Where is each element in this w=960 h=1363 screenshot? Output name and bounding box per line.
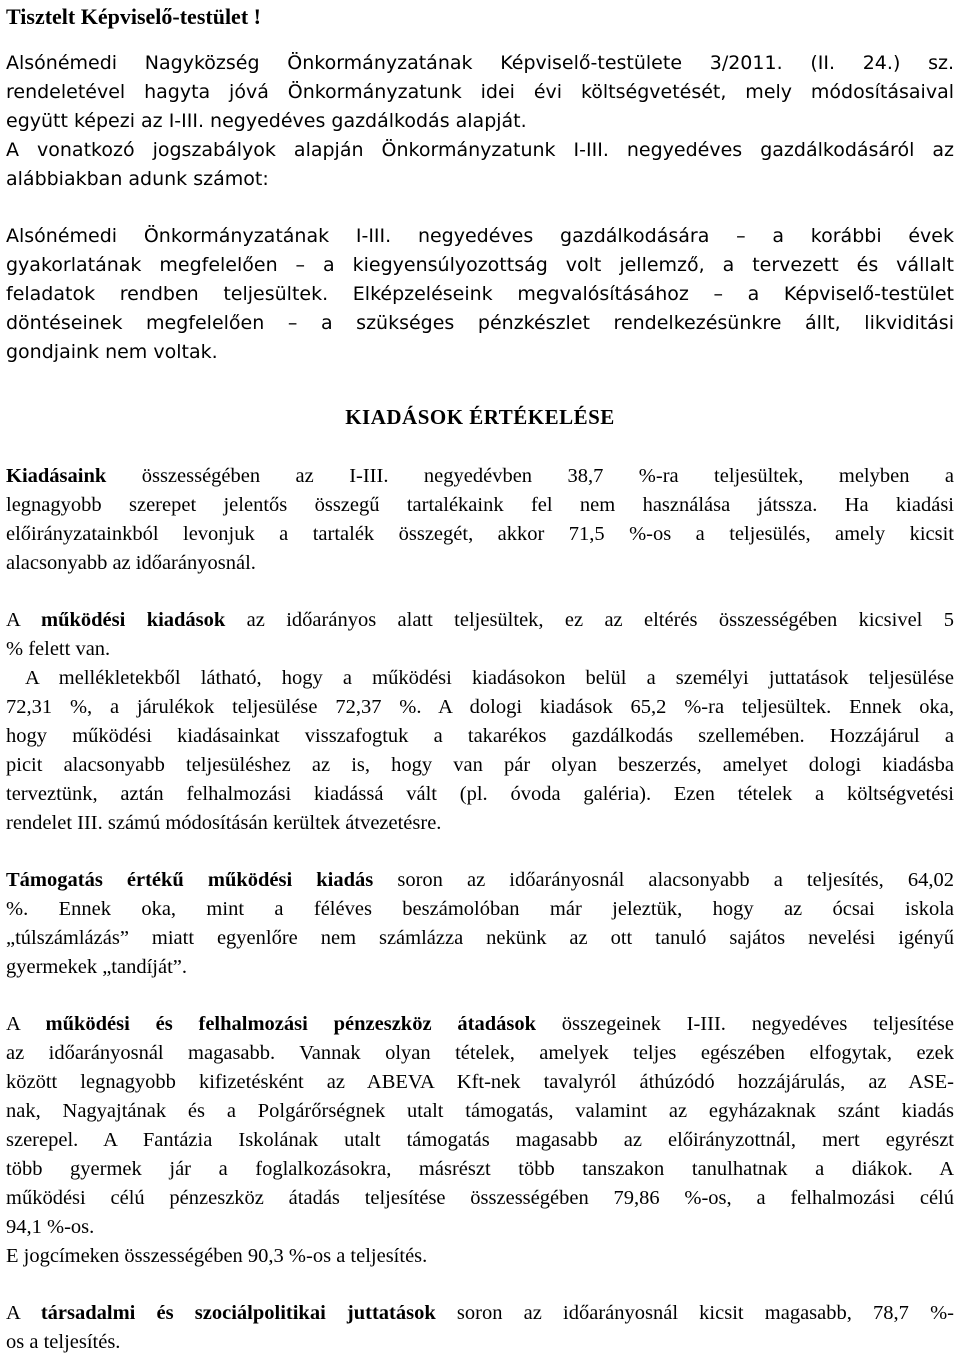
paragraph-line: gyermekek „tandíját”. — [6, 956, 187, 978]
paragraph-line: „túlszámlázás” miatt egyenlőre nem számlázza nekünk az ott tanuló sajátos nevelési igényű — [6, 927, 954, 949]
summary-line: feladatok rendben teljesültek. Elképzeléseink megvalósításához – a Képviselő-testület — [6, 283, 954, 305]
bold-term: társadalmi és szociálpolitikai juttatások — [40, 1302, 436, 1324]
intro-line: együtt képezi az I-III. negyedéves gazdálkodás alapját. — [6, 110, 527, 132]
paragraph-line: %. Ennek oka, mint a féléves beszámolóban már jeleztük, hogy az ócsai iskola — [6, 898, 954, 920]
text-span: összességében az I-III. negyedévben 38,7 %-ra teljesültek, melyben a — [106, 465, 954, 487]
bold-term: Kiadásaink — [6, 465, 107, 487]
paragraph-line: szerepel. A Fantázia Iskolának utalt támogatás magasabb az előirányzottnál, mert egyrészt — [6, 1129, 954, 1151]
intro-line: Alsónémedi Nagyközség Önkormányzatának Képviselő-testülete 3/2011. (II. 24.) sz. — [6, 52, 954, 74]
summary-line: gyakorlatának megfelelően – a kiegyensúlyozottság volt jellemző, a tervezett és vállalt — [6, 254, 954, 276]
paragraph-line: között legnagyobb kifizetésként az ABEVA Kft-nek tavalyról áthúzódó hozzájárulás, az ASE- — [6, 1071, 954, 1093]
paragraph-line — [6, 1299, 954, 1328]
paragraph-line: terveztünk, aztán felhalmozási kiadássá vált (pl. óvoda galéria). Ezen tételek a költségvetési — [6, 783, 954, 805]
paragraph-line: 72,31 %, a járulékok teljesülése 72,37 %. A dologi kiadások 65,2 %-ra teljesültek. Ennek oka, — [6, 696, 954, 718]
paragraph-line: az időarányosnál magasabb. Vannak olyan tételek, amelyek teljes egészében elfogytak, ezek — [6, 1042, 954, 1064]
paragraph-line — [6, 606, 954, 635]
bold-term: működési kiadások — [41, 609, 226, 631]
text-span: A — [6, 1013, 46, 1035]
text-span: soron az időarányosnál alacsonyabb a teljesítés, 64,02 — [373, 869, 954, 891]
text-span: összegeinek I-III. negyedéves teljesítése — [535, 1013, 954, 1035]
paragraph-line: rendelet III. számú módosításán kerültek átvezetésre. — [6, 812, 442, 834]
bold-term: Támogatás értékű működési kiadás — [6, 869, 374, 891]
paragraph-line: előirányzatainkból levonjuk a tartalék összegét, akkor 71,5 %-os a teljesülés, amely kicsit — [6, 523, 954, 545]
paragraph-line: picit alacsonyabb teljesüléshez az is, hogy van pár olyan beszerzés, amelyet dologi kiadásba — [6, 754, 954, 776]
text-span: A — [6, 609, 42, 631]
text-span: soron az időarányosnál kicsit magasabb, 78,7 %- — [435, 1302, 954, 1324]
text-span: az időarányos alatt teljesültek, ez az eltérés összességében kicsivel 5 — [225, 609, 954, 631]
bold-term: működési és felhalmozási pénzeszköz átadások — [45, 1013, 536, 1035]
paragraph-line: % felett van. — [6, 638, 111, 660]
paragraph-line: A mellékletekből látható, hogy a működési kiadásokon belül a személyi juttatások teljesülése — [6, 667, 954, 689]
paragraph-line: legnagyobb szerepet jelentős összegű tartalékaink fel nem használása játssza. Ha kiadási — [6, 494, 954, 516]
greeting: Tisztelt Képviselő-testület ! — [6, 4, 261, 29]
summary-line: gondjaink nem voltak. — [6, 341, 218, 363]
paragraph-line: működési célú pénzeszköz átadás teljesítése összességében 79,86 %-os, a felhalmozási célú — [6, 1187, 954, 1209]
paragraph-line: E jogcímeken összességében 90,3 %-os a teljesítés. — [6, 1245, 428, 1267]
paragraph-line — [6, 1010, 954, 1039]
intro-line: A vonatkozó jogszabályok alapján Önkormányzatunk I-III. negyedéves gazdálkodásáról az — [6, 139, 954, 161]
summary-line: Alsónémedi Önkormányzatának I-III. negyedéves gazdálkodására – a korábbi évek — [6, 225, 954, 247]
paragraph-line — [6, 866, 954, 895]
intro-line: rendeletével hagyta jóvá Önkormányzatunk idei évi költségvetését, mely módosításaival — [6, 81, 954, 103]
paragraph-line: nak, Nagyajtának és a Polgárőrségnek utalt támogatás, valamint az egyházaknak szánt kiadás — [6, 1100, 954, 1122]
paragraph-line: hogy működési kiadásainkat visszafogtuk a takarékos gazdálkodás szellemében. Hozzájárul a — [6, 725, 954, 747]
paragraph-line: alacsonyabb az időarányosnál. — [6, 552, 256, 574]
intro-line: alábbiakban adunk számot: — [6, 168, 269, 190]
paragraph-line: os a teljesítés. — [6, 1331, 121, 1353]
paragraph-line — [6, 462, 954, 491]
section-heading: KIADÁSOK ÉRTÉKELÉSE — [345, 405, 615, 429]
paragraph-line: 94,1 %-os. — [6, 1216, 95, 1238]
paragraph-line: több gyermek jár a foglalkozásokra, másrészt több tanszakon tanulhatnak a diákok. A — [6, 1158, 954, 1180]
summary-line: döntéseinek megfelelően – a szükséges pénzkészlet rendelkezésünkre állt, likviditási — [6, 312, 954, 334]
text-span: A — [6, 1302, 41, 1324]
